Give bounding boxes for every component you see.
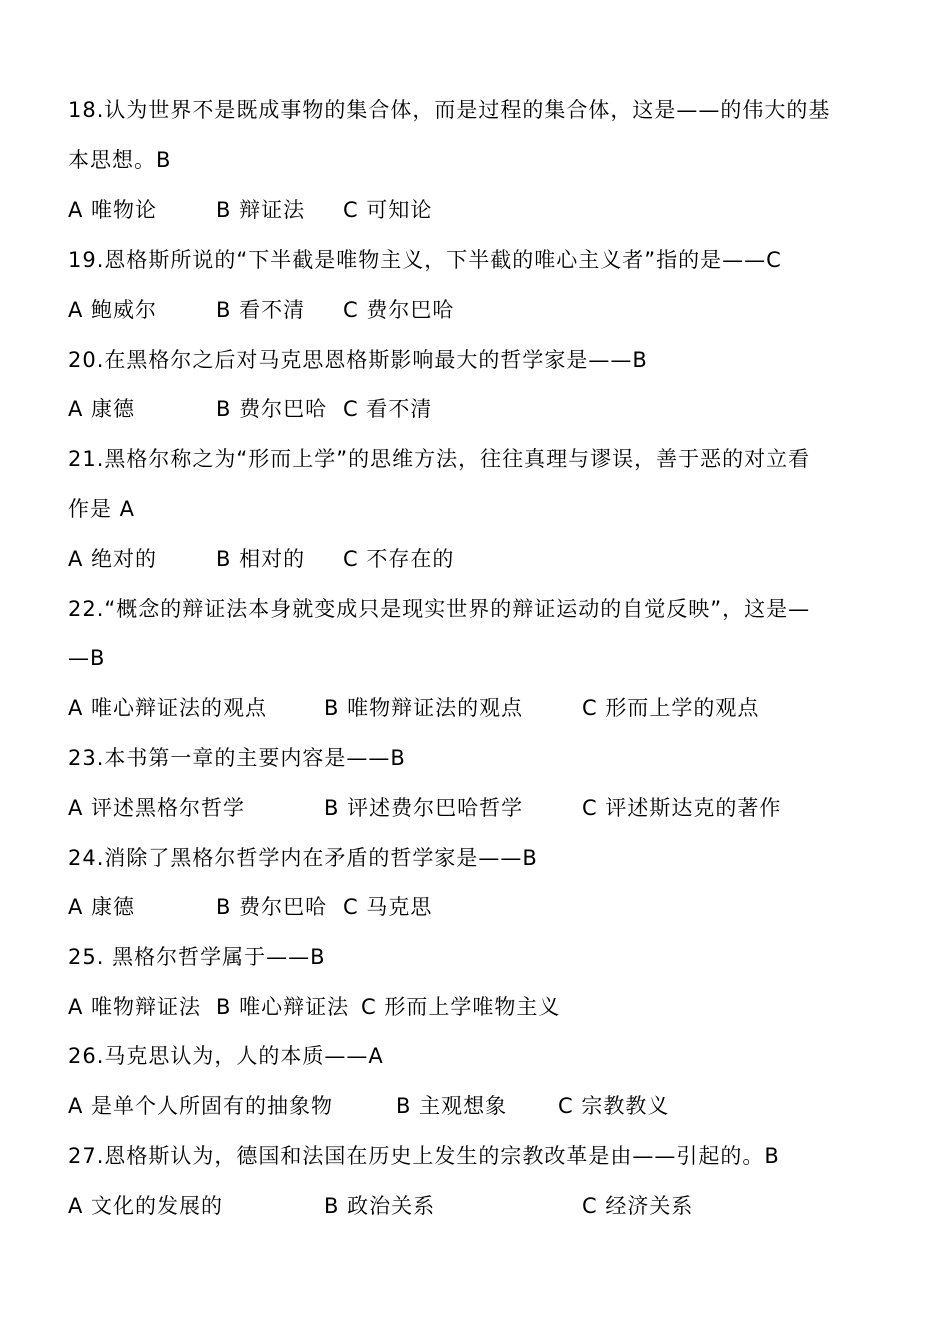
question-text-continued: 作是 A — [68, 497, 136, 521]
question-number: 25. — [68, 945, 105, 969]
question-21-line-2 — [68, 492, 135, 526]
question-24-line-1 — [68, 841, 538, 875]
question-text: 在黑格尔之后对马克思恩格斯影响最大的哲学家是——B — [104, 348, 648, 372]
option-c: C 宗教教义 — [558, 1094, 670, 1118]
question-18-line-2 — [68, 143, 171, 177]
question-21-line-1 — [68, 442, 810, 476]
question-22-line-2 — [68, 641, 105, 675]
question-text: 本书第一章的主要内容是——B — [104, 746, 406, 770]
question-number: 24. — [68, 846, 105, 870]
option-c: C 马克思 — [343, 895, 433, 919]
option-c: C 费尔巴哈 — [343, 298, 455, 322]
option-b: B 评述费尔巴哈哲学 — [324, 796, 524, 820]
option-c: C 可知论 — [343, 198, 433, 222]
question-text: 黑格尔哲学属于——B — [104, 945, 326, 969]
question-21-options — [68, 542, 908, 576]
option-a: A 康德 — [68, 397, 136, 421]
option-a: A 唯物论 — [68, 198, 158, 222]
option-a: A 绝对的 — [68, 547, 158, 571]
option-c: C 经济关系 — [582, 1194, 694, 1218]
question-text: 恩格斯认为，德国和法国在历史上发生的宗教改革是由——引起的。B — [104, 1144, 780, 1168]
question-18-options — [68, 193, 908, 227]
question-text: 恩格斯所说的“下半截是唯物主义，下半截的唯心主义者”指的是——C — [104, 248, 782, 272]
option-c: C 看不清 — [343, 397, 433, 421]
option-b: B 辩证法 — [216, 198, 306, 222]
question-text: 黑格尔称之为“形而上学”的思维方法，往往真理与谬误，善于恶的对立看 — [104, 447, 811, 471]
question-number: 19. — [68, 248, 105, 272]
question-19-line-1 — [68, 243, 782, 277]
question-26-line-1 — [68, 1039, 384, 1073]
option-a: A 文化的发展的 — [68, 1194, 224, 1218]
option-b: B 唯心辩证法 — [216, 995, 350, 1019]
question-19-options — [68, 293, 908, 327]
question-text: 马克思认为，人的本质——A — [104, 1044, 384, 1068]
question-text: “概念的辩证法本身就变成只是现实世界的辩证运动的自觉反映”，这是— — [104, 597, 811, 621]
question-text: 认为世界不是既成事物的集合体，而是过程的集合体，这是——的伟大的基 — [104, 98, 831, 122]
option-b: B 费尔巴哈 — [216, 397, 328, 421]
question-22-options — [68, 691, 908, 725]
option-b: B 相对的 — [216, 547, 306, 571]
option-a: A 康德 — [68, 895, 136, 919]
question-number: 20. — [68, 348, 105, 372]
option-a: A 评述黑格尔哲学 — [68, 796, 246, 820]
question-number: 18. — [68, 98, 105, 122]
option-b: B 主观想象 — [396, 1094, 508, 1118]
question-23-line-1 — [68, 741, 406, 775]
question-text: 消除了黑格尔哲学内在矛盾的哲学家是——B — [104, 846, 538, 870]
question-23-options — [68, 791, 908, 825]
option-c: C 评述斯达克的著作 — [582, 796, 782, 820]
option-b: B 政治关系 — [324, 1194, 436, 1218]
question-number: 23. — [68, 746, 105, 770]
option-c: C 不存在的 — [343, 547, 455, 571]
question-number: 22. — [68, 597, 105, 621]
question-22-line-1 — [68, 592, 810, 626]
option-a: A 是单个人所固有的抽象物 — [68, 1094, 334, 1118]
question-27-options — [68, 1189, 908, 1223]
question-text-continued: —B — [68, 646, 106, 670]
option-c: C 形而上学唯物主义 — [361, 995, 561, 1019]
question-25-options — [68, 990, 908, 1024]
option-a: A 唯心辩证法的观点 — [68, 696, 268, 720]
option-a: A 鲍威尔 — [68, 298, 158, 322]
question-27-line-1 — [68, 1139, 780, 1173]
option-b: B 看不清 — [216, 298, 306, 322]
option-c: C 形而上学的观点 — [582, 696, 760, 720]
question-25-line-1 — [68, 940, 326, 974]
question-26-options — [68, 1089, 908, 1123]
question-18-line-1 — [68, 93, 830, 127]
question-20-options — [68, 392, 908, 426]
question-24-options — [68, 890, 908, 924]
question-number: 27. — [68, 1144, 105, 1168]
question-number: 21. — [68, 447, 105, 471]
option-b: B 费尔巴哈 — [216, 895, 328, 919]
question-text-continued: 本思想。B — [68, 148, 172, 172]
option-a: A 唯物辩证法 — [68, 995, 202, 1019]
question-20-line-1 — [68, 343, 648, 377]
option-b: B 唯物辩证法的观点 — [324, 696, 524, 720]
question-number: 26. — [68, 1044, 105, 1068]
